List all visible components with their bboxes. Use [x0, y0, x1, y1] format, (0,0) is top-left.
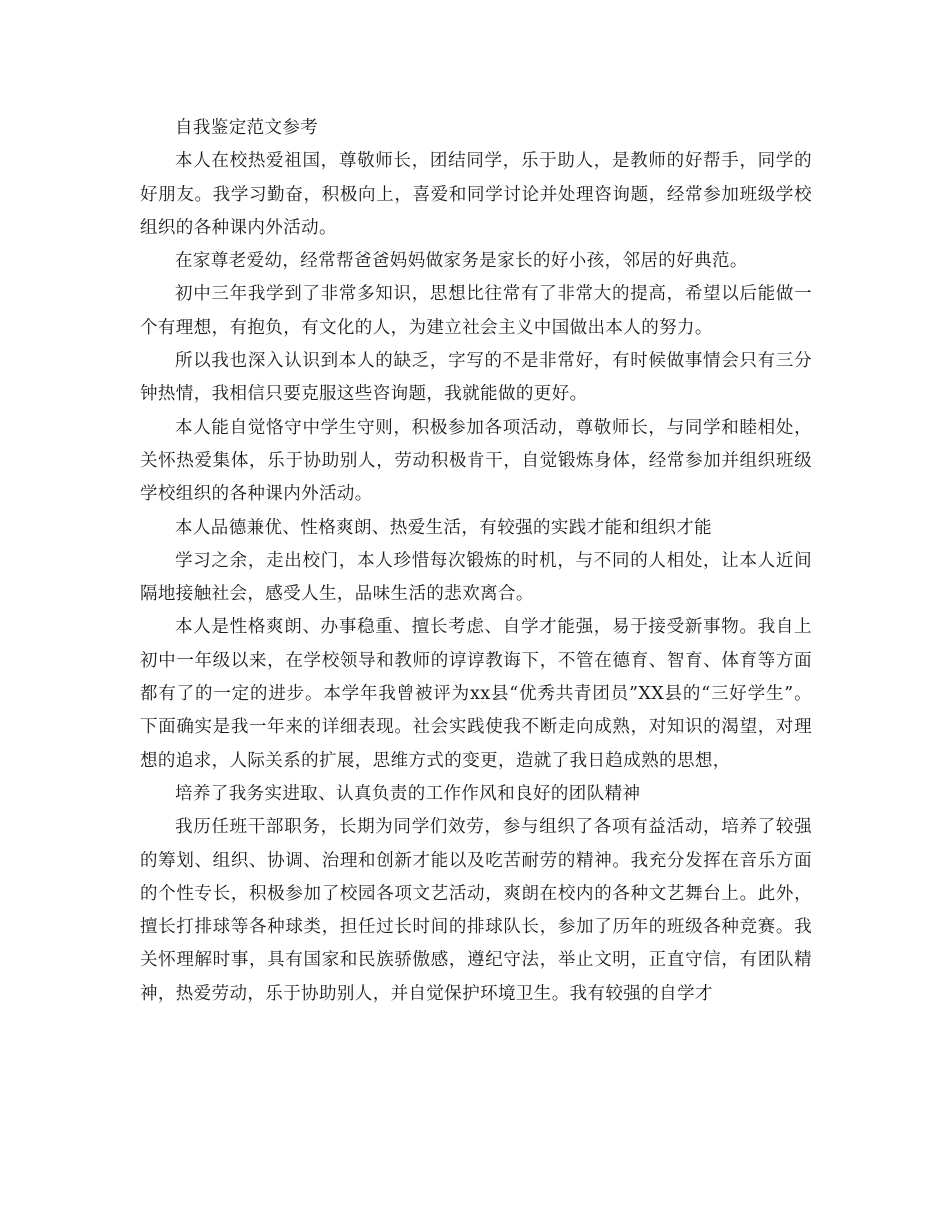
- paragraph-6: 本人品德兼优、性格爽朗、热爱生活，有较强的实践才能和组织才能: [175, 517, 712, 538]
- paragraph-2: 在家尊老爱幼，经常帮爸爸妈妈做家务是家长的好小孩，邻居的好典范。: [175, 251, 748, 272]
- paragraph-1: 本人在校热爱祖国，尊敬师长，团结同学，乐于助人，是教师的好帮手，同学的好朋友。我学习勤奋，积极向上，喜爱和同学讨论并处理咨询题，经常参加班级学校组织的各种课内外活动。: [140, 151, 812, 238]
- paragraph-8: 本人是性格爽朗、办事稳重、擅长考虑、自学才能强，易于接受新事物。我自上初中一年级以来，在学校领导和教师的谆谆教诲下，不管在德育、智育、体育等方面都有了的一定的进步。本学年我曾被评为xx县“优秀共青团员”XX县的“三好学生”。下面确实是我一年来的详细表现。社会实践使我不断走向成熟，对知识的渴望，对理想的追求，人际关系的扩展，思维方式的变更，造就了我日趋成熟的思想，: [140, 617, 812, 771]
- paragraph-9: 培养了我务实进取、认真负责的工作作风和良好的团队精神: [175, 783, 641, 804]
- paragraph-4: 所以我也深入认识到本人的缺乏，字写的不是非常好，有时候做事情会只有三分钟热情，我相信只要克服这些咨询题，我就能做的更好。: [140, 351, 812, 405]
- document-title: 自我鉴定范文参考: [175, 118, 319, 138]
- paragraph-5: 本人能自觉恪守中学生守则，积极参加各项活动，尊敬师长，与同学和睦相处，关怀热爱集体，乐于协助别人，劳动积极肯干，自觉锻炼身体，经常参加并组织班级学校组织的各种课内外活动。: [140, 417, 812, 505]
- document-body: [140, 112, 812, 1011]
- paragraph-10: 我历任班干部职务，长期为同学们效劳，参与组织了各项有益活动，培养了较强的筹划、组织、协调、治理和创新才能以及吃苦耐劳的精神。我充分发挥在音乐方面的个性专长，积极参加了校园各项文艺活动，爽朗在校内的各种文艺舞台上。此外，擅长打排球等各种球类，担任过长时间的排球队长，参加了历年的班级各种竞赛。我关怀理解时事，具有国家和民族骄傲感，遵纪守法，举止文明，正直守信，有团队精神，热爱劳动，乐于协助别人，并自觉保护环境卫生。我有较强的自学才: [140, 817, 812, 1004]
- paragraph-7: 学习之余，走出校门，本人珍惜每次锻炼的时机，与不同的人相处，让本人近间隔地接触社会，感受人生，品味生活的悲欢离合。: [140, 550, 812, 605]
- paragraph-3: 初中三年我学到了非常多知识，思想比往常有了非常大的提高，希望以后能做一个有理想，有抱负，有文化的人，为建立社会主义中国做出本人的努力。: [140, 284, 812, 338]
